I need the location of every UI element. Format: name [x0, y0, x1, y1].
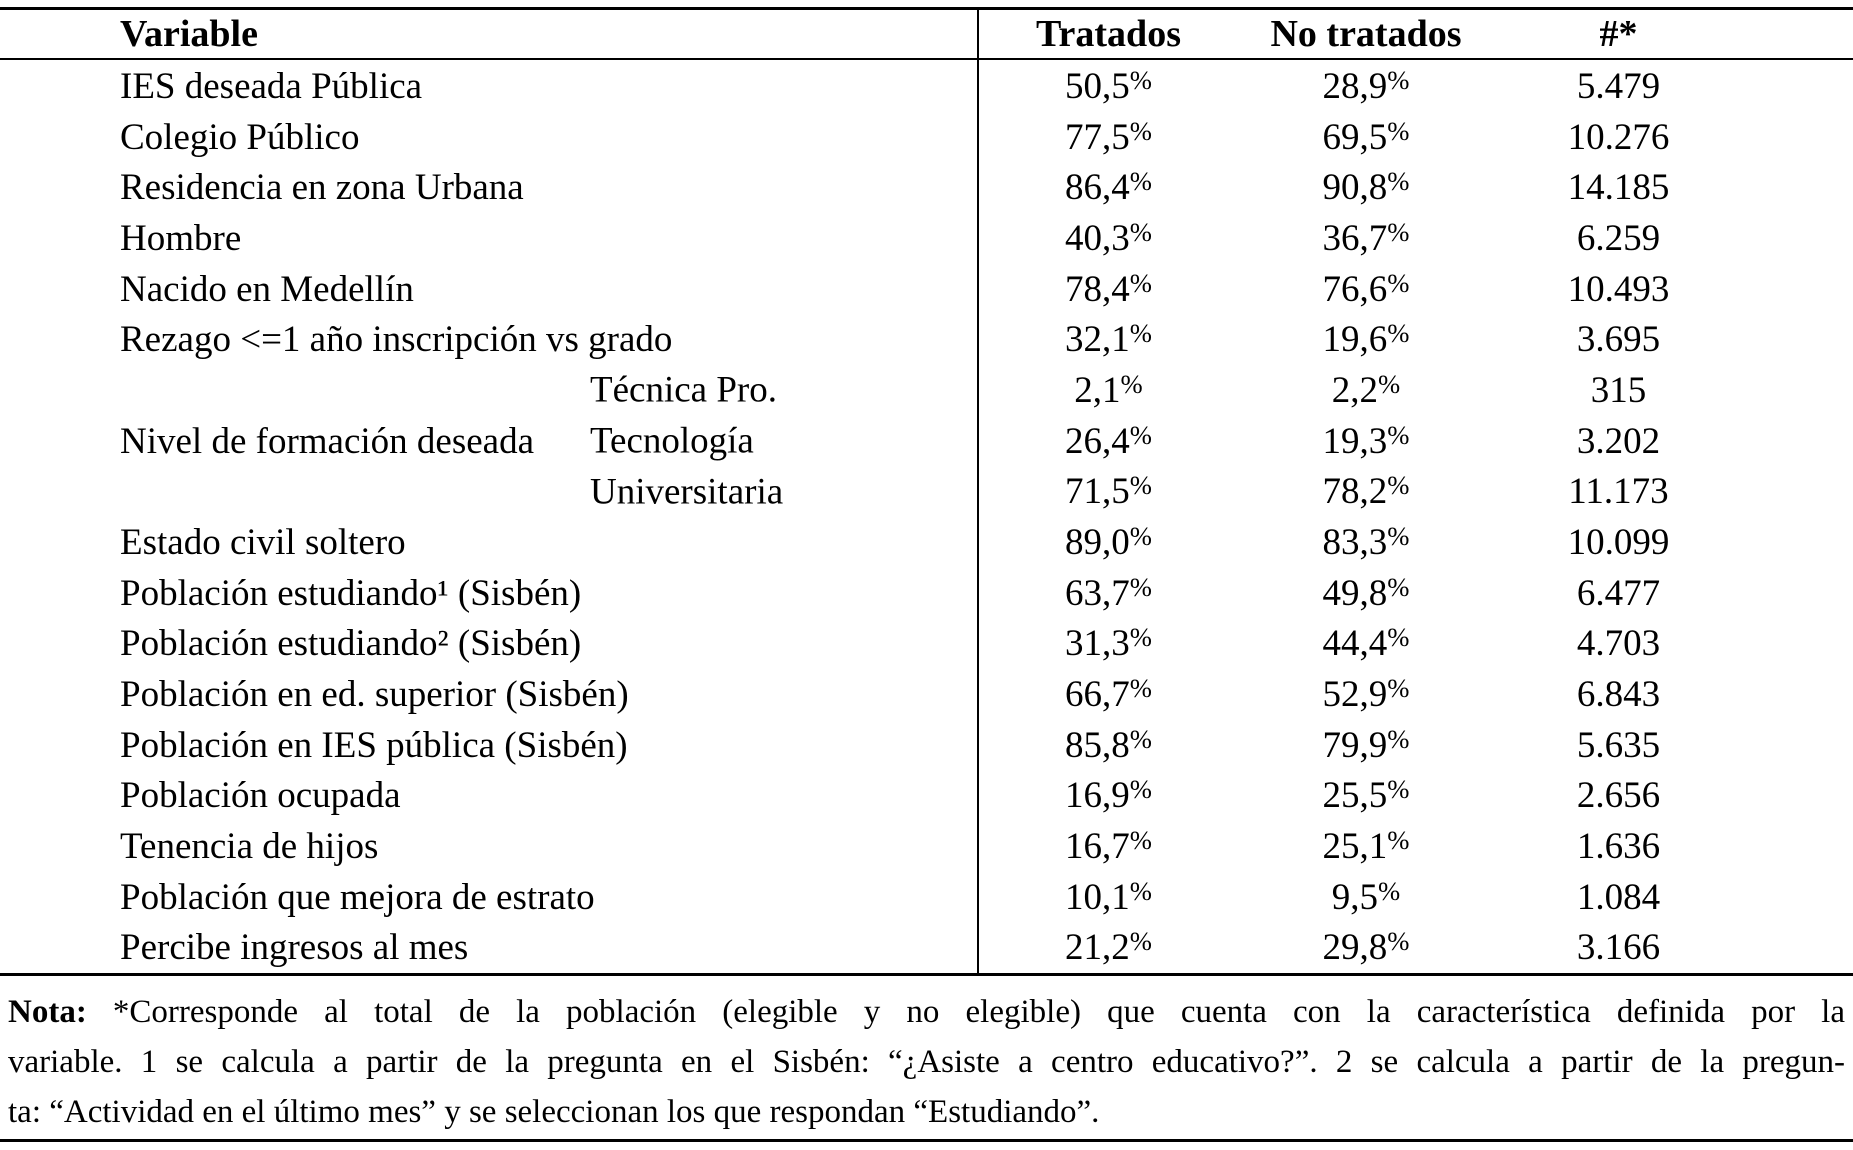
no-tratados-value: 29,8%: [1322, 926, 1410, 969]
variable-sublabel: Universitaria: [590, 471, 784, 513]
note-line: Nota: *Corresponde al total de la población (elegible y no elegible) que cuenta con la característica definida por la: [8, 994, 1845, 1030]
tratados-value: 21,2%: [1065, 926, 1152, 969]
table-row: [0, 770, 1853, 821]
table-row: [0, 61, 1853, 112]
tratados-value: 26,4%: [1065, 419, 1152, 462]
table-row: [0, 922, 1853, 973]
percent-sign: %: [1378, 369, 1401, 400]
table-row: [0, 112, 1853, 163]
percent-sign: %: [1129, 419, 1152, 450]
column-header-variable: Variable: [120, 12, 258, 55]
no-tratados-value: 19,3%: [1322, 419, 1410, 462]
tratados-value: 63,7%: [1065, 571, 1152, 614]
note-line: ta: “Actividad en el último mes” y se seleccionan los que respondan “Estudiando”.: [8, 1094, 1100, 1130]
percent-sign: %: [1129, 926, 1152, 957]
percent-sign: %: [1129, 65, 1152, 96]
count-value: 11.173: [1568, 471, 1669, 513]
percent-sign: %: [1129, 267, 1152, 298]
percent-sign: %: [1387, 622, 1410, 653]
table-row: [0, 416, 1853, 467]
variable-label: Colegio Público: [120, 116, 360, 158]
percent-sign: %: [1129, 217, 1152, 248]
table-row: [0, 264, 1853, 315]
tratados-value: 89,0%: [1065, 521, 1152, 563]
variable-cell: [0, 774, 977, 817]
table-row: [0, 213, 1853, 264]
percent-sign: %: [1387, 419, 1410, 450]
variable-label: Población estudiando¹ (Sisbén): [120, 572, 582, 614]
variable-cell: [0, 65, 977, 108]
count-value: 10.099: [1567, 521, 1670, 563]
count-value: 14.185: [1567, 167, 1670, 209]
table-row: [0, 466, 1853, 517]
count-value: 10.276: [1567, 116, 1670, 158]
variable-sublabel: Técnica Pro.: [590, 369, 777, 411]
percent-sign: %: [1387, 115, 1410, 146]
tratados-value: 16,7%: [1065, 825, 1152, 867]
variable-cell: [0, 825, 977, 868]
tratados-value: 40,3%: [1065, 217, 1152, 259]
variable-cell: [0, 166, 977, 209]
tratados-value: 31,3%: [1065, 622, 1152, 665]
column-header-no-tratados: No tratados: [1270, 12, 1462, 55]
count-value: 3.202: [1576, 420, 1661, 462]
variable-label: Rezago <=1 año inscripción vs grado: [120, 319, 673, 361]
no-tratados-value: 69,5%: [1322, 115, 1410, 158]
percent-sign: %: [1387, 318, 1410, 349]
variable-cell: [0, 572, 977, 615]
percent-sign: %: [1387, 571, 1410, 602]
table-row: [0, 365, 1853, 416]
variable-label: Nacido en Medellín: [120, 268, 414, 310]
variable-label: Tenencia de hijos: [120, 825, 379, 867]
variable-label: Nivel de formación deseada: [120, 420, 535, 462]
table-row: [0, 162, 1853, 213]
count-value: 5.479: [1576, 65, 1661, 107]
percent-sign: %: [1387, 166, 1410, 197]
table-header-row: [0, 9, 1853, 58]
percent-sign: %: [1120, 369, 1143, 400]
percent-sign: %: [1387, 926, 1410, 957]
percent-sign: %: [1387, 673, 1410, 704]
column-header-count: #*: [1599, 12, 1638, 55]
table-row: [0, 314, 1853, 365]
note-rule: [0, 973, 1853, 976]
percent-sign: %: [1387, 774, 1410, 805]
no-tratados-value: 36,7%: [1322, 217, 1410, 259]
percent-sign: %: [1129, 521, 1152, 552]
table-row: [0, 669, 1853, 720]
percent-sign: %: [1129, 115, 1152, 146]
variable-cell: [0, 724, 977, 767]
column-header-tratados: Tratados: [1036, 12, 1181, 55]
percent-sign: %: [1129, 774, 1152, 805]
variable-cell: [0, 217, 977, 260]
percent-sign: %: [1387, 470, 1410, 501]
tratados-value: 85,8%: [1065, 723, 1152, 766]
percent-sign: %: [1387, 825, 1410, 856]
header-rule: [0, 58, 1853, 60]
tratados-value: 50,5%: [1065, 65, 1152, 107]
count-value: 315: [1590, 369, 1647, 411]
count-value: 5.635: [1576, 724, 1661, 766]
count-value: 6.843: [1576, 673, 1661, 715]
percent-sign: %: [1129, 166, 1152, 197]
no-tratados-value: 90,8%: [1322, 166, 1410, 209]
variable-label: Percibe ingresos al mes: [120, 927, 469, 969]
percent-sign: %: [1387, 217, 1410, 248]
count-value: 6.259: [1576, 217, 1661, 259]
no-tratados-value: 78,2%: [1322, 470, 1410, 513]
percent-sign: %: [1387, 723, 1410, 754]
percent-sign: %: [1129, 318, 1152, 349]
variable-cell: [0, 420, 977, 463]
no-tratados-value: 79,9%: [1322, 723, 1410, 766]
tratados-value: 16,9%: [1065, 774, 1152, 817]
bottom-rule: [0, 1139, 1853, 1142]
no-tratados-value: 49,8%: [1322, 571, 1410, 614]
variable-cell: [0, 876, 977, 919]
percent-sign: %: [1129, 673, 1152, 704]
variable-label: IES deseada Pública: [120, 65, 423, 107]
count-value: 3.695: [1576, 319, 1661, 361]
no-tratados-value: 19,6%: [1322, 318, 1410, 361]
tratados-value: 2,1%: [1074, 369, 1143, 411]
count-value: 10.493: [1567, 268, 1670, 310]
count-value: 2.656: [1576, 775, 1661, 817]
count-value: 6.477: [1576, 572, 1661, 614]
table-row: [0, 517, 1853, 568]
percent-sign: %: [1129, 875, 1152, 906]
percent-sign: %: [1387, 267, 1410, 298]
percent-sign: %: [1129, 825, 1152, 856]
variable-label: Población que mejora de estrato: [120, 876, 595, 918]
no-tratados-value: 83,3%: [1322, 521, 1410, 563]
tratados-value: 66,7%: [1065, 673, 1152, 715]
table-row: [0, 568, 1853, 619]
variable-cell: [0, 622, 977, 665]
variable-cell: [0, 318, 977, 361]
count-value: 1.084: [1576, 876, 1661, 918]
variable-cell: [0, 268, 977, 311]
no-tratados-value: 2,2%: [1331, 369, 1401, 411]
variable-cell: [0, 521, 977, 564]
no-tratados-value: 9,5%: [1331, 875, 1401, 918]
percent-sign: %: [1378, 875, 1401, 906]
tratados-value: 32,1%: [1065, 318, 1152, 361]
table-note: [8, 987, 1845, 1137]
table-row: [0, 618, 1853, 669]
tratados-value: 71,5%: [1065, 470, 1152, 513]
no-tratados-value: 25,5%: [1322, 774, 1410, 817]
variable-cell: [0, 673, 977, 716]
no-tratados-value: 44,4%: [1322, 622, 1410, 665]
variable-label: Población en ed. superior (Sisbén): [120, 673, 629, 715]
variable-cell: [0, 116, 977, 159]
count-value: 4.703: [1576, 623, 1661, 665]
table-row: [0, 720, 1853, 771]
percent-sign: %: [1129, 470, 1152, 501]
percent-sign: %: [1387, 65, 1410, 96]
variable-label: Residencia en zona Urbana: [120, 167, 524, 209]
percent-sign: %: [1387, 521, 1410, 552]
tratados-value: 86,4%: [1065, 166, 1152, 209]
table-row: [0, 872, 1853, 923]
percent-sign: %: [1129, 571, 1152, 602]
variable-label: Población en IES pública (Sisbén): [120, 724, 628, 766]
variable-cell: [0, 926, 977, 969]
count-value: 1.636: [1576, 825, 1661, 867]
table-row: [0, 821, 1853, 872]
count-value: 3.166: [1576, 927, 1661, 969]
no-tratados-value: 25,1%: [1322, 825, 1410, 867]
tratados-value: 77,5%: [1065, 115, 1152, 158]
tratados-value: 10,1%: [1065, 875, 1152, 918]
variable-sublabel: Tecnología: [590, 420, 754, 462]
tratados-value: 78,4%: [1065, 267, 1152, 310]
percent-sign: %: [1129, 723, 1152, 754]
note-line: variable. 1 se calcula a partir de la pregunta en el Sisbén: “¿Asiste a centro educativo?”. 2 se calcula a partir de la pregun-: [8, 1044, 1845, 1080]
no-tratados-value: 76,6%: [1322, 267, 1410, 310]
no-tratados-value: 52,9%: [1322, 673, 1410, 715]
variable-label: Población estudiando² (Sisbén): [120, 623, 582, 665]
variable-label: Hombre: [120, 217, 242, 259]
note-label: Nota:: [8, 994, 87, 1030]
variable-label: Población ocupada: [120, 775, 401, 817]
percent-sign: %: [1129, 622, 1152, 653]
table-body: [0, 61, 1853, 973]
no-tratados-value: 28,9%: [1322, 65, 1410, 107]
variable-label: Estado civil soltero: [120, 521, 406, 563]
